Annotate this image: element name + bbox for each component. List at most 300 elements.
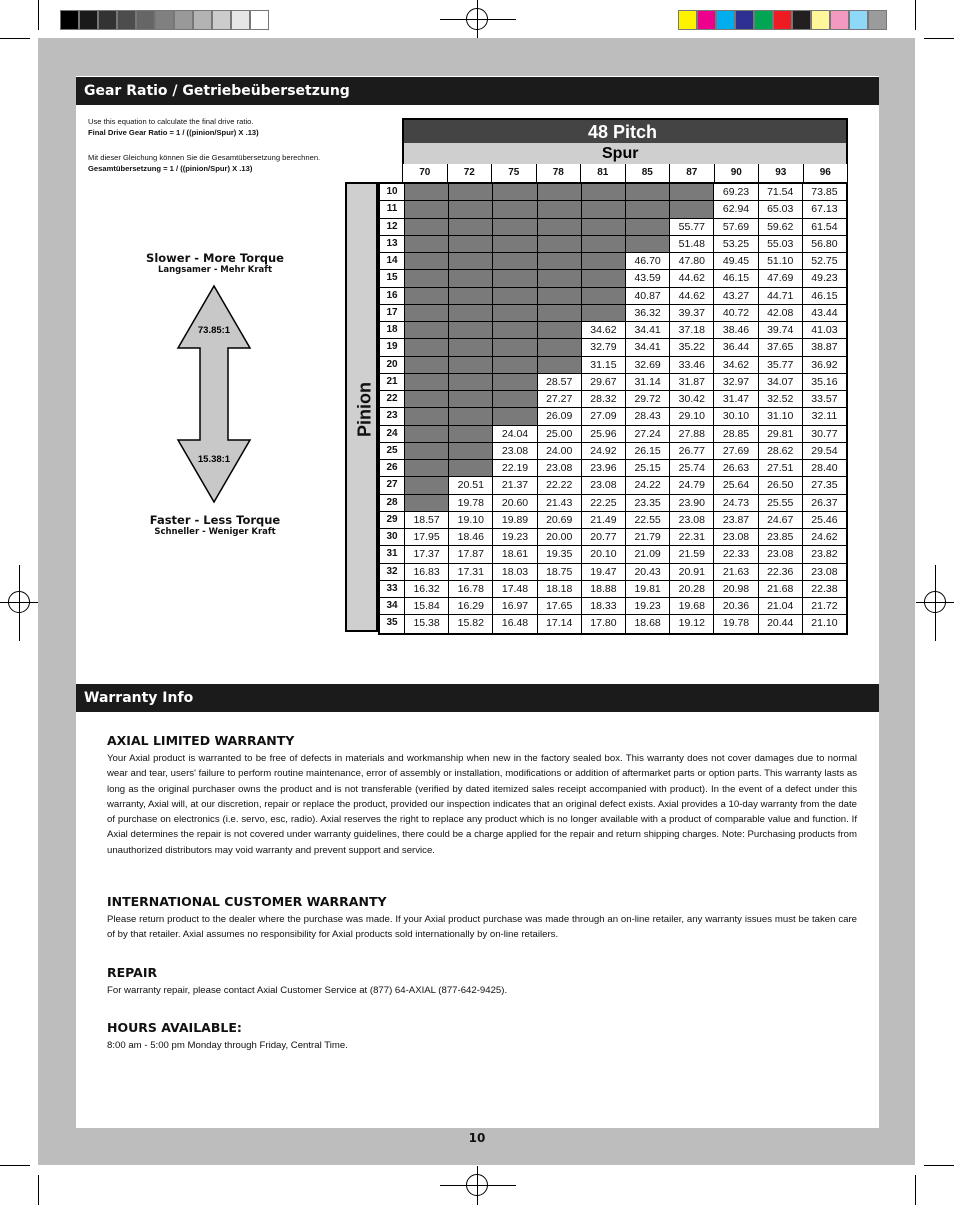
ratio-cell: 26.15 <box>626 443 670 459</box>
shaded-cell <box>582 305 626 321</box>
shaded-cell <box>538 201 582 217</box>
ratio-cell: 65.03 <box>759 201 803 217</box>
ratio-cell: 35.77 <box>759 357 803 373</box>
ratio-cell: 38.87 <box>811 341 838 354</box>
table-row <box>380 391 846 408</box>
shaded-cell <box>405 219 449 235</box>
ratio-cell: 28.43 <box>626 408 670 424</box>
shaded-cell <box>449 374 493 390</box>
ratio-cell: 32.79 <box>582 339 626 355</box>
shaded-cell <box>449 426 493 442</box>
table-row <box>380 495 846 512</box>
page-number: 10 <box>468 1131 486 1145</box>
pinion-cell: 22 <box>380 391 405 407</box>
ratio-cell: 17.87 <box>449 546 493 562</box>
color-swatch <box>697 10 716 30</box>
shaded-cell <box>582 288 626 304</box>
ratio-cell: 18.33 <box>582 598 626 614</box>
ratio-cell: 18.75 <box>538 564 582 580</box>
ratio-cell: 19.89 <box>493 512 537 528</box>
ratio-cell: 21.68 <box>759 581 803 597</box>
ratio-cell: 19.68 <box>670 598 714 614</box>
shaded-cell <box>405 270 449 286</box>
ratio-cell: 25.15 <box>626 460 670 476</box>
crop-mark <box>38 1175 39 1205</box>
ratio-cell: 31.15 <box>582 357 626 373</box>
ratio-cell: 23.08 <box>670 512 714 528</box>
crop-mark <box>915 0 916 30</box>
shaded-cell <box>493 236 537 252</box>
color-swatch <box>868 10 887 30</box>
shaded-cell <box>449 408 493 424</box>
ratio-cell: 20.91 <box>670 564 714 580</box>
shaded-cell <box>582 219 626 235</box>
ratio-cell: 36.44 <box>714 339 758 355</box>
shaded-cell <box>538 184 582 200</box>
table-row <box>380 598 846 615</box>
table-row <box>380 529 846 546</box>
table-row <box>380 426 846 443</box>
shaded-cell <box>493 184 537 200</box>
ratio-cell: 67.13 <box>811 203 838 216</box>
ratio-cell: 34.62 <box>714 357 758 373</box>
shaded-cell <box>449 201 493 217</box>
ratio-high-label: 73.85:1 <box>197 325 231 336</box>
ratio-cell: 47.80 <box>670 253 714 269</box>
ratio-cell: 69.23 <box>714 184 758 200</box>
intro-english-formula: Final Drive Gear Ratio = 1 / ((pinion/Spur) X .13) <box>88 128 259 137</box>
pinion-cell: 17 <box>380 305 405 321</box>
ratio-cell: 29.54 <box>811 444 838 457</box>
faster-german: Schneller - Weniger Kraft <box>154 527 276 537</box>
shaded-cell <box>493 391 537 407</box>
shaded-cell <box>493 408 537 424</box>
ratio-cell: 23.35 <box>626 495 670 511</box>
pinion-cell: 25 <box>380 443 405 459</box>
shaded-cell <box>538 339 582 355</box>
table-row <box>380 339 846 356</box>
ratio-cell: 19.10 <box>449 512 493 528</box>
shaded-cell <box>538 219 582 235</box>
shaded-cell <box>405 184 449 200</box>
ratio-cell: 30.10 <box>714 408 758 424</box>
ratio-cell: 26.37 <box>811 496 838 509</box>
crop-mark <box>924 1165 954 1166</box>
ratio-cell: 24.67 <box>759 512 803 528</box>
shaded-cell <box>538 322 582 338</box>
ratio-cell: 21.63 <box>714 564 758 580</box>
ratio-cell: 28.62 <box>759 443 803 459</box>
ratio-cell: 16.29 <box>449 598 493 614</box>
ratio-cell: 27.09 <box>582 408 626 424</box>
shaded-cell <box>405 236 449 252</box>
shaded-cell <box>582 184 626 200</box>
spur-header-cell: 72 <box>448 164 493 182</box>
shaded-cell <box>405 426 449 442</box>
shaded-cell <box>449 443 493 459</box>
pinion-cell: 10 <box>380 184 405 200</box>
shaded-cell <box>405 357 449 373</box>
ratio-cell: 34.07 <box>759 374 803 390</box>
pinion-cell: 16 <box>380 288 405 304</box>
table-row <box>380 477 846 494</box>
table-row <box>380 460 846 477</box>
ratio-cell: 17.31 <box>449 564 493 580</box>
pinion-cell: 23 <box>380 408 405 424</box>
ratio-cell: 20.44 <box>759 615 803 632</box>
pinion-cell: 19 <box>380 339 405 355</box>
table-row <box>380 288 846 305</box>
ratio-cell: 40.87 <box>626 288 670 304</box>
ratio-cell: 52.75 <box>811 255 838 267</box>
ratio-cell: 27.24 <box>626 426 670 442</box>
shaded-cell <box>493 201 537 217</box>
ratio-cell: 31.87 <box>670 374 714 390</box>
shaded-cell <box>405 443 449 459</box>
ratio-cell: 41.03 <box>811 324 838 336</box>
table-row <box>380 443 846 460</box>
repair-block <box>107 965 857 998</box>
gray-swatch <box>212 10 231 30</box>
table-row <box>380 184 846 201</box>
intro-english-line: Use this equation to calculate the final drive ratio. <box>88 117 254 126</box>
table-row <box>380 374 846 391</box>
ratio-cell: 71.54 <box>759 184 803 200</box>
ratio-cell: 16.32 <box>405 581 449 597</box>
pinion-cell: 35 <box>380 615 405 632</box>
pinion-cell: 18 <box>380 322 405 338</box>
shaded-cell <box>405 495 449 511</box>
ratio-cell: 28.32 <box>582 391 626 407</box>
shaded-cell <box>493 219 537 235</box>
ratio-cell: 23.85 <box>759 529 803 545</box>
gear-ratio-intro <box>88 116 332 186</box>
axial-warranty-heading: AXIAL LIMITED WARRANTY <box>107 733 295 748</box>
color-swatch <box>735 10 754 30</box>
ratio-cell: 55.03 <box>759 236 803 252</box>
gear-ratio-table <box>378 182 848 635</box>
slower-caption <box>140 251 290 275</box>
shaded-cell <box>405 253 449 269</box>
table-row <box>380 408 846 425</box>
ratio-cell: 28.85 <box>714 426 758 442</box>
shaded-cell <box>626 201 670 217</box>
shaded-cell <box>449 184 493 200</box>
ratio-cell: 18.88 <box>582 581 626 597</box>
spur-header-cell: 96 <box>819 167 831 178</box>
ratio-cell: 20.69 <box>538 512 582 528</box>
ratio-cell: 19.12 <box>670 615 714 632</box>
ratio-cell: 61.54 <box>811 220 838 233</box>
ratio-cell: 29.10 <box>670 408 714 424</box>
ratio-cell: 21.37 <box>493 477 537 493</box>
repair-heading: REPAIR <box>107 965 158 980</box>
spur-header-cell: 81 <box>581 164 626 182</box>
pinion-cell: 13 <box>380 236 405 252</box>
ratio-cell: 18.68 <box>626 615 670 632</box>
shaded-cell <box>538 357 582 373</box>
ratio-cell: 46.15 <box>714 270 758 286</box>
shaded-cell <box>626 184 670 200</box>
grayscale-swatch-strip <box>60 10 269 30</box>
shaded-cell <box>449 460 493 476</box>
ratio-cell: 35.22 <box>670 339 714 355</box>
ratio-cell: 23.08 <box>759 546 803 562</box>
ratio-cell: 23.96 <box>582 460 626 476</box>
double-arrow-icon <box>176 284 252 504</box>
color-swatch <box>678 10 697 30</box>
color-swatch <box>754 10 773 30</box>
ratio-cell: 23.08 <box>811 565 838 578</box>
pinion-cell: 34 <box>380 598 405 614</box>
color-swatch <box>849 10 868 30</box>
ratio-cell: 59.62 <box>759 219 803 235</box>
repair-text: For warranty repair, please contact Axial Customer Service at (877) 64-AXIAL (877-642-9425). <box>107 985 508 996</box>
color-swatch <box>716 10 735 30</box>
ratio-cell: 18.46 <box>449 529 493 545</box>
ratio-cell: 51.10 <box>759 253 803 269</box>
ratio-cell: 25.96 <box>582 426 626 442</box>
table-row <box>380 512 846 529</box>
ratio-cell: 21.09 <box>626 546 670 562</box>
ratio-cell: 21.79 <box>626 529 670 545</box>
gray-swatch <box>231 10 250 30</box>
shaded-cell <box>538 253 582 269</box>
ratio-cell: 25.00 <box>538 426 582 442</box>
shaded-cell <box>493 339 537 355</box>
hours-block <box>107 1020 857 1053</box>
international-warranty-heading: INTERNATIONAL CUSTOMER WARRANTY <box>107 894 387 909</box>
spur-header-cell: 93 <box>759 164 804 182</box>
gray-swatch <box>193 10 212 30</box>
ratio-cell: 15.38 <box>405 615 449 632</box>
ratio-cell: 32.69 <box>626 357 670 373</box>
ratio-cell: 32.52 <box>759 391 803 407</box>
gear-ratio-section-title: Gear Ratio / Getriebeübersetzung <box>76 77 879 105</box>
ratio-cell: 19.78 <box>449 495 493 511</box>
shaded-cell <box>538 288 582 304</box>
ratio-cell: 37.18 <box>670 322 714 338</box>
pinion-cell: 21 <box>380 374 405 390</box>
gray-swatch <box>60 10 79 30</box>
ratio-cell: 32.11 <box>811 410 838 423</box>
gray-swatch <box>174 10 193 30</box>
ratio-cell: 56.80 <box>811 237 838 250</box>
ratio-cell: 22.25 <box>582 495 626 511</box>
ratio-cell: 20.98 <box>714 581 758 597</box>
ratio-cell: 24.00 <box>538 443 582 459</box>
ratio-cell: 47.69 <box>759 270 803 286</box>
pinion-label: Pinion <box>354 382 375 437</box>
pinion-cell: 28 <box>380 495 405 511</box>
ratio-cell: 16.48 <box>493 615 537 632</box>
table-row <box>380 546 846 563</box>
ratio-cell: 49.45 <box>714 253 758 269</box>
shaded-cell <box>405 322 449 338</box>
pinion-cell: 31 <box>380 546 405 562</box>
ratio-cell: 73.85 <box>811 186 838 198</box>
shaded-cell <box>449 270 493 286</box>
ratio-cell: 36.32 <box>626 305 670 321</box>
ratio-cell: 19.81 <box>626 581 670 597</box>
ratio-cell: 16.83 <box>405 564 449 580</box>
ratio-cell: 53.25 <box>714 236 758 252</box>
ratio-cell: 20.10 <box>582 546 626 562</box>
table-row <box>380 357 846 374</box>
ratio-cell: 21.49 <box>582 512 626 528</box>
spur-header-cell: 87 <box>670 164 715 182</box>
pinion-cell: 24 <box>380 426 405 442</box>
ratio-low-label: 15.38:1 <box>197 454 231 465</box>
ratio-cell: 33.57 <box>811 393 838 405</box>
table-row <box>380 219 846 236</box>
ratio-cell: 21.72 <box>811 600 838 612</box>
slower-english: Slower - More Torque <box>146 251 284 265</box>
ratio-cell: 34.41 <box>626 339 670 355</box>
shaded-cell <box>405 305 449 321</box>
ratio-cell: 25.74 <box>670 460 714 476</box>
ratio-cell: 23.90 <box>670 495 714 511</box>
shaded-cell <box>538 305 582 321</box>
ratio-cell: 23.08 <box>714 529 758 545</box>
ratio-cell: 24.79 <box>670 477 714 493</box>
ratio-cell: 18.57 <box>405 512 449 528</box>
ratio-cell: 17.80 <box>582 615 626 632</box>
table-row <box>380 581 846 598</box>
ratio-cell: 23.08 <box>538 460 582 476</box>
shaded-cell <box>405 391 449 407</box>
crop-mark <box>924 38 954 39</box>
ratio-cell: 49.23 <box>811 272 838 285</box>
shaded-cell <box>405 477 449 493</box>
spur-header-cell: 90 <box>715 164 760 182</box>
ratio-cell: 40.72 <box>714 305 758 321</box>
gray-swatch <box>250 10 269 30</box>
ratio-cell: 34.62 <box>582 322 626 338</box>
pinion-cell: 26 <box>380 460 405 476</box>
ratio-cell: 31.14 <box>626 374 670 390</box>
shaded-cell <box>449 339 493 355</box>
shaded-cell <box>449 219 493 235</box>
pinion-side-header <box>345 182 378 632</box>
spur-column-headers <box>402 164 848 182</box>
shaded-cell <box>449 236 493 252</box>
color-swatch <box>830 10 849 30</box>
ratio-cell: 19.23 <box>493 529 537 545</box>
shaded-cell <box>405 374 449 390</box>
ratio-cell: 22.31 <box>670 529 714 545</box>
ratio-cell: 29.72 <box>626 391 670 407</box>
ratio-cell: 36.92 <box>811 358 838 371</box>
ratio-cell: 19.35 <box>538 546 582 562</box>
shaded-cell <box>582 236 626 252</box>
ratio-cell: 38.46 <box>714 322 758 338</box>
ratio-cell: 22.38 <box>811 582 838 595</box>
ratio-cell: 20.28 <box>670 581 714 597</box>
ratio-cell: 33.46 <box>670 357 714 373</box>
ratio-cell: 30.42 <box>670 391 714 407</box>
table-row <box>380 564 846 581</box>
shaded-cell <box>449 357 493 373</box>
faster-caption <box>140 513 290 537</box>
hours-text: 8:00 am - 5:00 pm Monday through Friday, Central Time. <box>107 1040 348 1051</box>
shaded-cell <box>626 236 670 252</box>
ratio-cell: 22.36 <box>759 564 803 580</box>
shaded-cell <box>405 288 449 304</box>
table-row <box>380 253 846 270</box>
ratio-cell: 18.61 <box>493 546 537 562</box>
shaded-cell <box>493 270 537 286</box>
table-row <box>380 615 846 632</box>
shaded-cell <box>493 374 537 390</box>
warranty-section-title: Warranty Info <box>76 684 879 712</box>
ratio-cell: 23.08 <box>493 443 537 459</box>
table-row <box>380 305 846 322</box>
ratio-cell: 22.22 <box>538 477 582 493</box>
ratio-cell: 39.37 <box>670 305 714 321</box>
ratio-cell: 37.65 <box>759 339 803 355</box>
ratio-cell: 29.67 <box>582 374 626 390</box>
ratio-cell: 26.63 <box>714 460 758 476</box>
gray-swatch <box>117 10 136 30</box>
pinion-cell: 27 <box>380 477 405 493</box>
ratio-cell: 43.44 <box>811 306 838 319</box>
pitch-title: 48 Pitch <box>404 120 846 143</box>
color-swatch <box>773 10 792 30</box>
ratio-cell: 17.37 <box>405 546 449 562</box>
ratio-cell: 21.04 <box>759 598 803 614</box>
ratio-cell: 26.09 <box>538 408 582 424</box>
ratio-cell: 24.62 <box>811 531 838 543</box>
ratio-cell: 35.16 <box>811 375 838 388</box>
ratio-cell: 27.69 <box>714 443 758 459</box>
ratio-cell: 24.22 <box>626 477 670 493</box>
slower-german: Langsamer - Mehr Kraft <box>157 265 273 275</box>
crop-mark <box>38 0 39 30</box>
ratio-cell: 23.87 <box>714 512 758 528</box>
intro-german-formula: Gesamtübersetzung = 1 / ((pinion/Spur) X .13) <box>88 164 253 173</box>
ratio-cell: 18.03 <box>493 564 537 580</box>
intro-german-line: Mit dieser Gleichung können Sie die Gesamtübersetzung berechnen. <box>88 153 321 162</box>
ratio-cell: 17.14 <box>538 615 582 632</box>
ratio-cell: 46.15 <box>811 289 838 302</box>
pinion-cell: 12 <box>380 219 405 235</box>
ratio-cell: 16.97 <box>493 598 537 614</box>
ratio-cell: 20.00 <box>538 529 582 545</box>
ratio-cell: 51.48 <box>670 236 714 252</box>
ratio-cell: 42.08 <box>759 305 803 321</box>
shaded-cell <box>449 305 493 321</box>
ratio-cell: 18.18 <box>538 581 582 597</box>
table-row <box>380 201 846 218</box>
pinion-cell: 11 <box>380 201 405 217</box>
shaded-cell <box>493 288 537 304</box>
ratio-cell: 20.60 <box>493 495 537 511</box>
color-swatch <box>811 10 830 30</box>
ratio-cell: 17.65 <box>538 598 582 614</box>
shaded-cell <box>582 270 626 286</box>
ratio-cell: 26.50 <box>759 477 803 493</box>
ratio-cell: 24.73 <box>714 495 758 511</box>
color-swatch-strip <box>678 10 887 30</box>
axial-warranty-text: Your Axial product is warranted to be free of defects in materials and workmanship when new in the factory sealed box. This warranty does not cover damages due to normal wear and tear, users' failure to perform routine maintenance, error of assembly or installation, modifications or addition of aftermarket parts or option parts. This warranty lasts as long as the original purchaser owns the product and is not transferable (verified by dated itemized sales receipt accompanied with product). In the event of a defect under this warranty, Axial will, at our discretion, repair or replace the product, provided our inspection indicates that an original defect exists. Axial provides a 10-day warranty from the date of purchase on electronics (i.e. servo, esc, radio). Axial reserves the right to replace any product which is no longer available with a product of comparable value and function. If Axial determines the repair is not covered under warranty guidelines, there could be a charge applied for the repair and return shipping charges. Note: Purchasing products from unauthorized distributors may void warranty and prevent support and service. <box>107 753 857 856</box>
crop-mark <box>915 1175 916 1205</box>
ratio-cell: 44.62 <box>670 288 714 304</box>
ratio-cell: 30.77 <box>811 427 838 440</box>
shaded-cell <box>670 201 714 217</box>
pinion-cell: 32 <box>380 564 405 580</box>
ratio-cell: 55.77 <box>670 219 714 235</box>
